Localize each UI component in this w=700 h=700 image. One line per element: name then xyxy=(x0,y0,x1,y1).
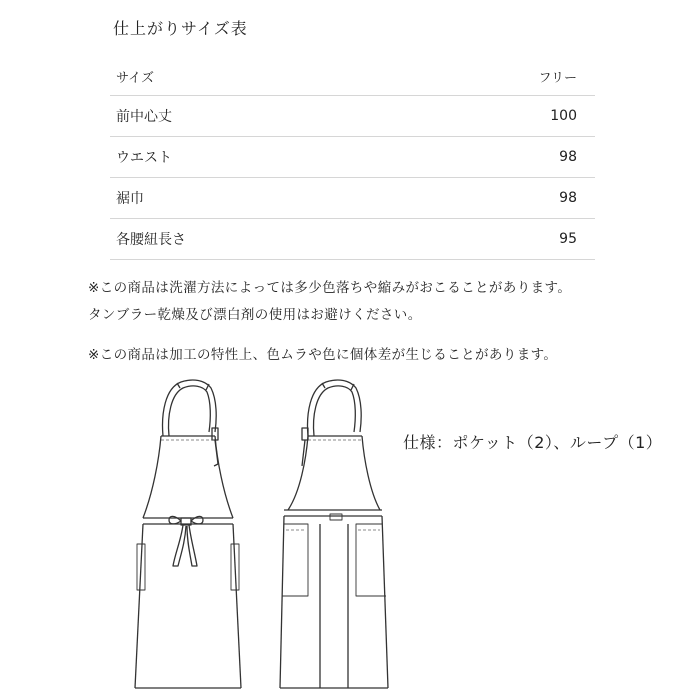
row-value: 98 xyxy=(376,178,595,219)
table-row xyxy=(110,96,595,137)
apron-back-illustration xyxy=(272,374,397,694)
row-label: 各腰紐長さ xyxy=(110,219,376,260)
table-header-row xyxy=(110,58,595,96)
table-row xyxy=(110,178,595,219)
row-value: 95 xyxy=(376,219,595,260)
care-note-3: ※この商品は加工の特性上、色ムラや色に個体差が生じることがあります。 xyxy=(88,347,558,363)
care-note-1: ※この商品は洗濯方法によっては多少色落ちや縮みがおこることがあります。 xyxy=(88,280,572,296)
row-label: 前中心丈 xyxy=(110,96,376,137)
header-label: サイズ xyxy=(110,58,376,96)
care-note-2: タンブラー乾燥及び漂白剤の使用はお避けください。 xyxy=(88,307,422,323)
row-label: ウエスト xyxy=(110,137,376,178)
row-label: 裾巾 xyxy=(110,178,376,219)
row-value: 98 xyxy=(376,137,595,178)
row-value: 100 xyxy=(376,96,595,137)
apron-front-illustration xyxy=(125,374,250,694)
page-title: 仕上がりサイズ表 xyxy=(113,19,248,38)
spec-text: 仕様：ポケット（2）、ループ（1） xyxy=(403,433,663,452)
size-table xyxy=(110,58,595,260)
table-row xyxy=(110,137,595,178)
header-value: フリー xyxy=(376,58,595,96)
table-row xyxy=(110,219,595,260)
